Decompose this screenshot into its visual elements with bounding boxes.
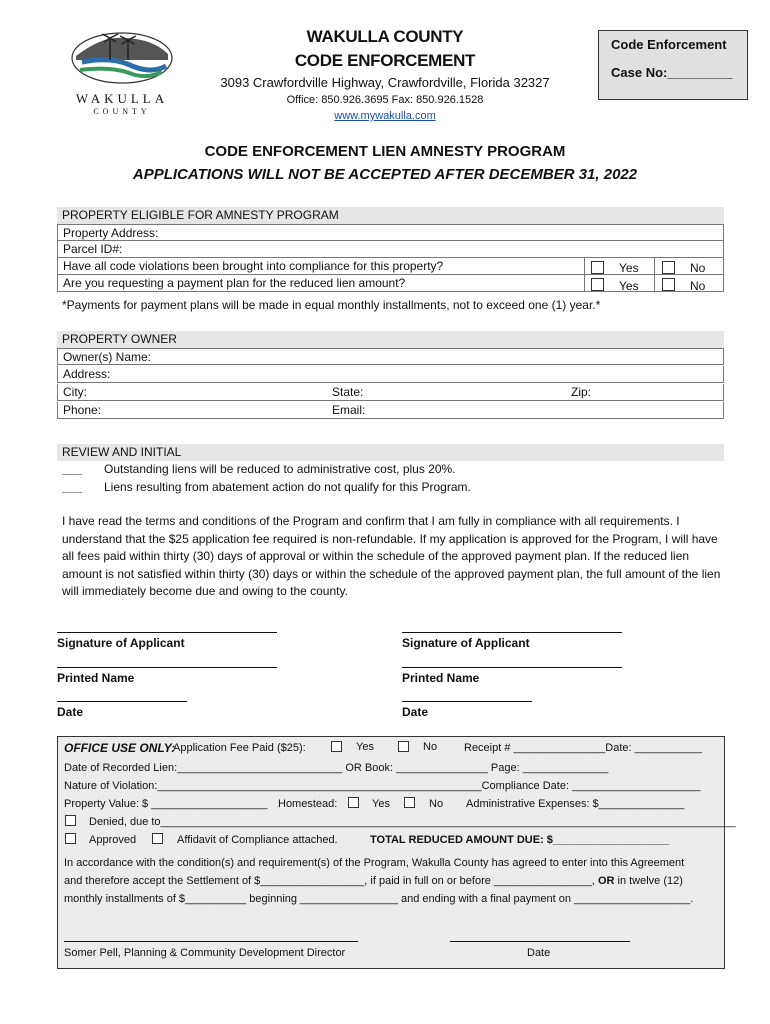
owner-address-field[interactable]: Address: [57, 366, 724, 383]
county-logo [62, 26, 182, 116]
date-label-2: Date [402, 705, 429, 719]
deadline-notice: APPLICATIONS WILL NOT BE ACCEPTED AFTER DECEMBER 31, 2022 [132, 166, 638, 183]
case-box-title: Code Enforcement [611, 37, 727, 52]
affidavit-label: Affidavit of Compliance attached. [177, 834, 338, 846]
homestead-yes-label: Yes [372, 798, 390, 810]
admin-expenses-field[interactable]: Administrative Expenses: $______________ [466, 798, 685, 810]
review-section-heading: REVIEW AND INITIAL [57, 444, 724, 461]
parcel-id-field[interactable]: Parcel ID#: [57, 241, 724, 258]
owner-contact-row [57, 402, 724, 419]
owner-city-row [57, 384, 724, 401]
affidavit-checkbox[interactable] [152, 833, 163, 844]
logo-emblem [62, 26, 182, 84]
homestead-label: Homestead: [278, 798, 338, 810]
fee-yes-checkbox[interactable] [331, 741, 342, 752]
fee-paid-label: Application Fee Paid ($25): [173, 742, 306, 754]
case-number-field[interactable]: Case No:_________ [611, 65, 733, 80]
case-box [598, 30, 748, 100]
approved-label: Approved [89, 834, 137, 846]
city-field[interactable]: City: [63, 385, 87, 399]
property-address-field[interactable]: Property Address: [57, 224, 724, 241]
receipt-field[interactable]: Receipt # _______________Date: ___________ [464, 742, 702, 754]
homestead-no-label: No [429, 798, 444, 810]
violation-field[interactable]: Nature of Violation:_____________________________________________________Compliance Date: _____________________ [64, 780, 701, 792]
zip-field[interactable]: Zip: [571, 385, 592, 399]
signature-line-1[interactable] [57, 632, 277, 633]
review-item-2: Liens resulting from abatement action do not qualify for this Program. [104, 480, 471, 494]
department-name: CODE ENFORCEMENT [294, 51, 476, 70]
agreement-or: OR [597, 875, 615, 887]
agreement-text-2-row [64, 875, 683, 887]
agreement-text-2a[interactable]: and therefore accept the Settlement of $_________________, if paid in full on or before ________________, [64, 875, 595, 887]
owner-section-heading: PROPERTY OWNER [57, 331, 724, 348]
office-phone: Office: 850.926.3695 Fax: 850.926.1528 [286, 94, 484, 106]
fee-no-label: No [423, 741, 438, 753]
signature-label-1: Signature of Applicant [57, 636, 185, 650]
review-item-1: Outstanding liens will be reduced to administrative cost, plus 20%. [104, 462, 456, 476]
fee-yes-label: Yes [356, 741, 374, 753]
director-date-line[interactable] [450, 941, 630, 942]
payment-plan-question: Are you requesting a payment plan for the reduced lien amount? [63, 276, 406, 290]
signature-line-2[interactable] [402, 632, 622, 633]
director-date-label: Date [527, 947, 551, 959]
printed-name-label-2: Printed Name [402, 671, 480, 685]
compliance-no-label: No [690, 261, 706, 275]
payment-plan-no-checkbox[interactable] [662, 278, 675, 291]
denied-reason-field[interactable]: Denied, due to______________________________________________________________________________________________ [89, 816, 736, 828]
compliance-yes-label: Yes [619, 261, 639, 275]
phone-field[interactable]: Phone: [63, 403, 102, 417]
property-value-field[interactable]: Property Value: $ ___________________ [64, 798, 268, 810]
homestead-yes-checkbox[interactable] [348, 797, 359, 808]
compliance-question: Have all code violations been brought into compliance for this property? [63, 259, 444, 273]
payment-plan-yes-label: Yes [619, 279, 639, 293]
owner-name-field[interactable]: Owner(s) Name: [57, 348, 724, 365]
office-address: 3093 Crawfordville Highway, Crawfordville, Florida 32327 [220, 75, 550, 90]
recorded-lien-field[interactable]: Date of Recorded Lien:___________________________ OR Book: _______________ Page: ______________ [64, 762, 609, 774]
initial-blank-1[interactable]: ___ [62, 462, 83, 476]
payment-plan-note: *Payments for payment plans will be made in equal monthly installments, not to exceed one (1) year.* [62, 298, 601, 312]
payment-plan-no-label: No [690, 279, 706, 293]
approved-checkbox[interactable] [65, 833, 76, 844]
director-name: Somer Pell, Planning & Community Development Director [64, 947, 346, 959]
acknowledgement-statement: I have read the terms and conditions of the Program and confirm that I am fully in compliance with all requirements. I understand that the $25 application fee required is non-refundable. If my application is approved for the Program, I will have all fees paid within thirty (30) days of approval or within the schedule of the approved payment plan. If the reduced lien amount is not satisfied within thirty (30) days or within the schedule of the approved payment plan, the full amount of the lien will immediately become due and owing to the county. [62, 514, 721, 598]
logo-subtext: COUNTY [93, 107, 151, 116]
fee-no-checkbox[interactable] [398, 741, 409, 752]
state-field[interactable]: State: [332, 385, 364, 399]
compliance-no-checkbox[interactable] [662, 261, 675, 274]
printed-name-line-1[interactable] [57, 667, 277, 668]
office-use-label: OFFICE USE ONLY: [64, 741, 176, 755]
property-section-heading: PROPERTY ELIGIBLE FOR AMNESTY PROGRAM [57, 207, 724, 224]
logo-text: WAKULLA [75, 91, 169, 106]
payment-plan-yes-checkbox[interactable] [591, 278, 604, 291]
denied-checkbox[interactable] [65, 815, 76, 826]
printed-name-line-2[interactable] [402, 667, 622, 668]
agreement-text-2b: in twelve (12) [617, 875, 683, 887]
homestead-no-checkbox[interactable] [404, 797, 415, 808]
director-signature-line[interactable] [64, 941, 358, 942]
date-line-1[interactable] [57, 701, 187, 702]
initial-blank-2[interactable]: ___ [62, 480, 83, 494]
email-field[interactable]: Email: [332, 403, 366, 417]
date-line-2[interactable] [402, 701, 532, 702]
date-label-1: Date [57, 705, 84, 719]
compliance-yes-checkbox[interactable] [591, 261, 604, 274]
agreement-text-3[interactable]: monthly installments of $__________ beginning ________________ and ending with a final payment on ___________________. [64, 893, 694, 905]
total-amount-field[interactable]: TOTAL REDUCED AMOUNT DUE: $___________________ [370, 834, 670, 846]
agreement-text-1: In accordance with the condition(s) and requirement(s) of the Program, Wakulla County has agreed to enter into this Agreement [64, 857, 685, 869]
printed-name-label-1: Printed Name [57, 671, 135, 685]
signature-label-2: Signature of Applicant [402, 636, 530, 650]
website-link[interactable]: www.mywakulla.com [334, 110, 436, 122]
program-title: CODE ENFORCEMENT LIEN AMNESTY PROGRAM [204, 143, 566, 160]
county-name: WAKULLA COUNTY [306, 27, 464, 46]
